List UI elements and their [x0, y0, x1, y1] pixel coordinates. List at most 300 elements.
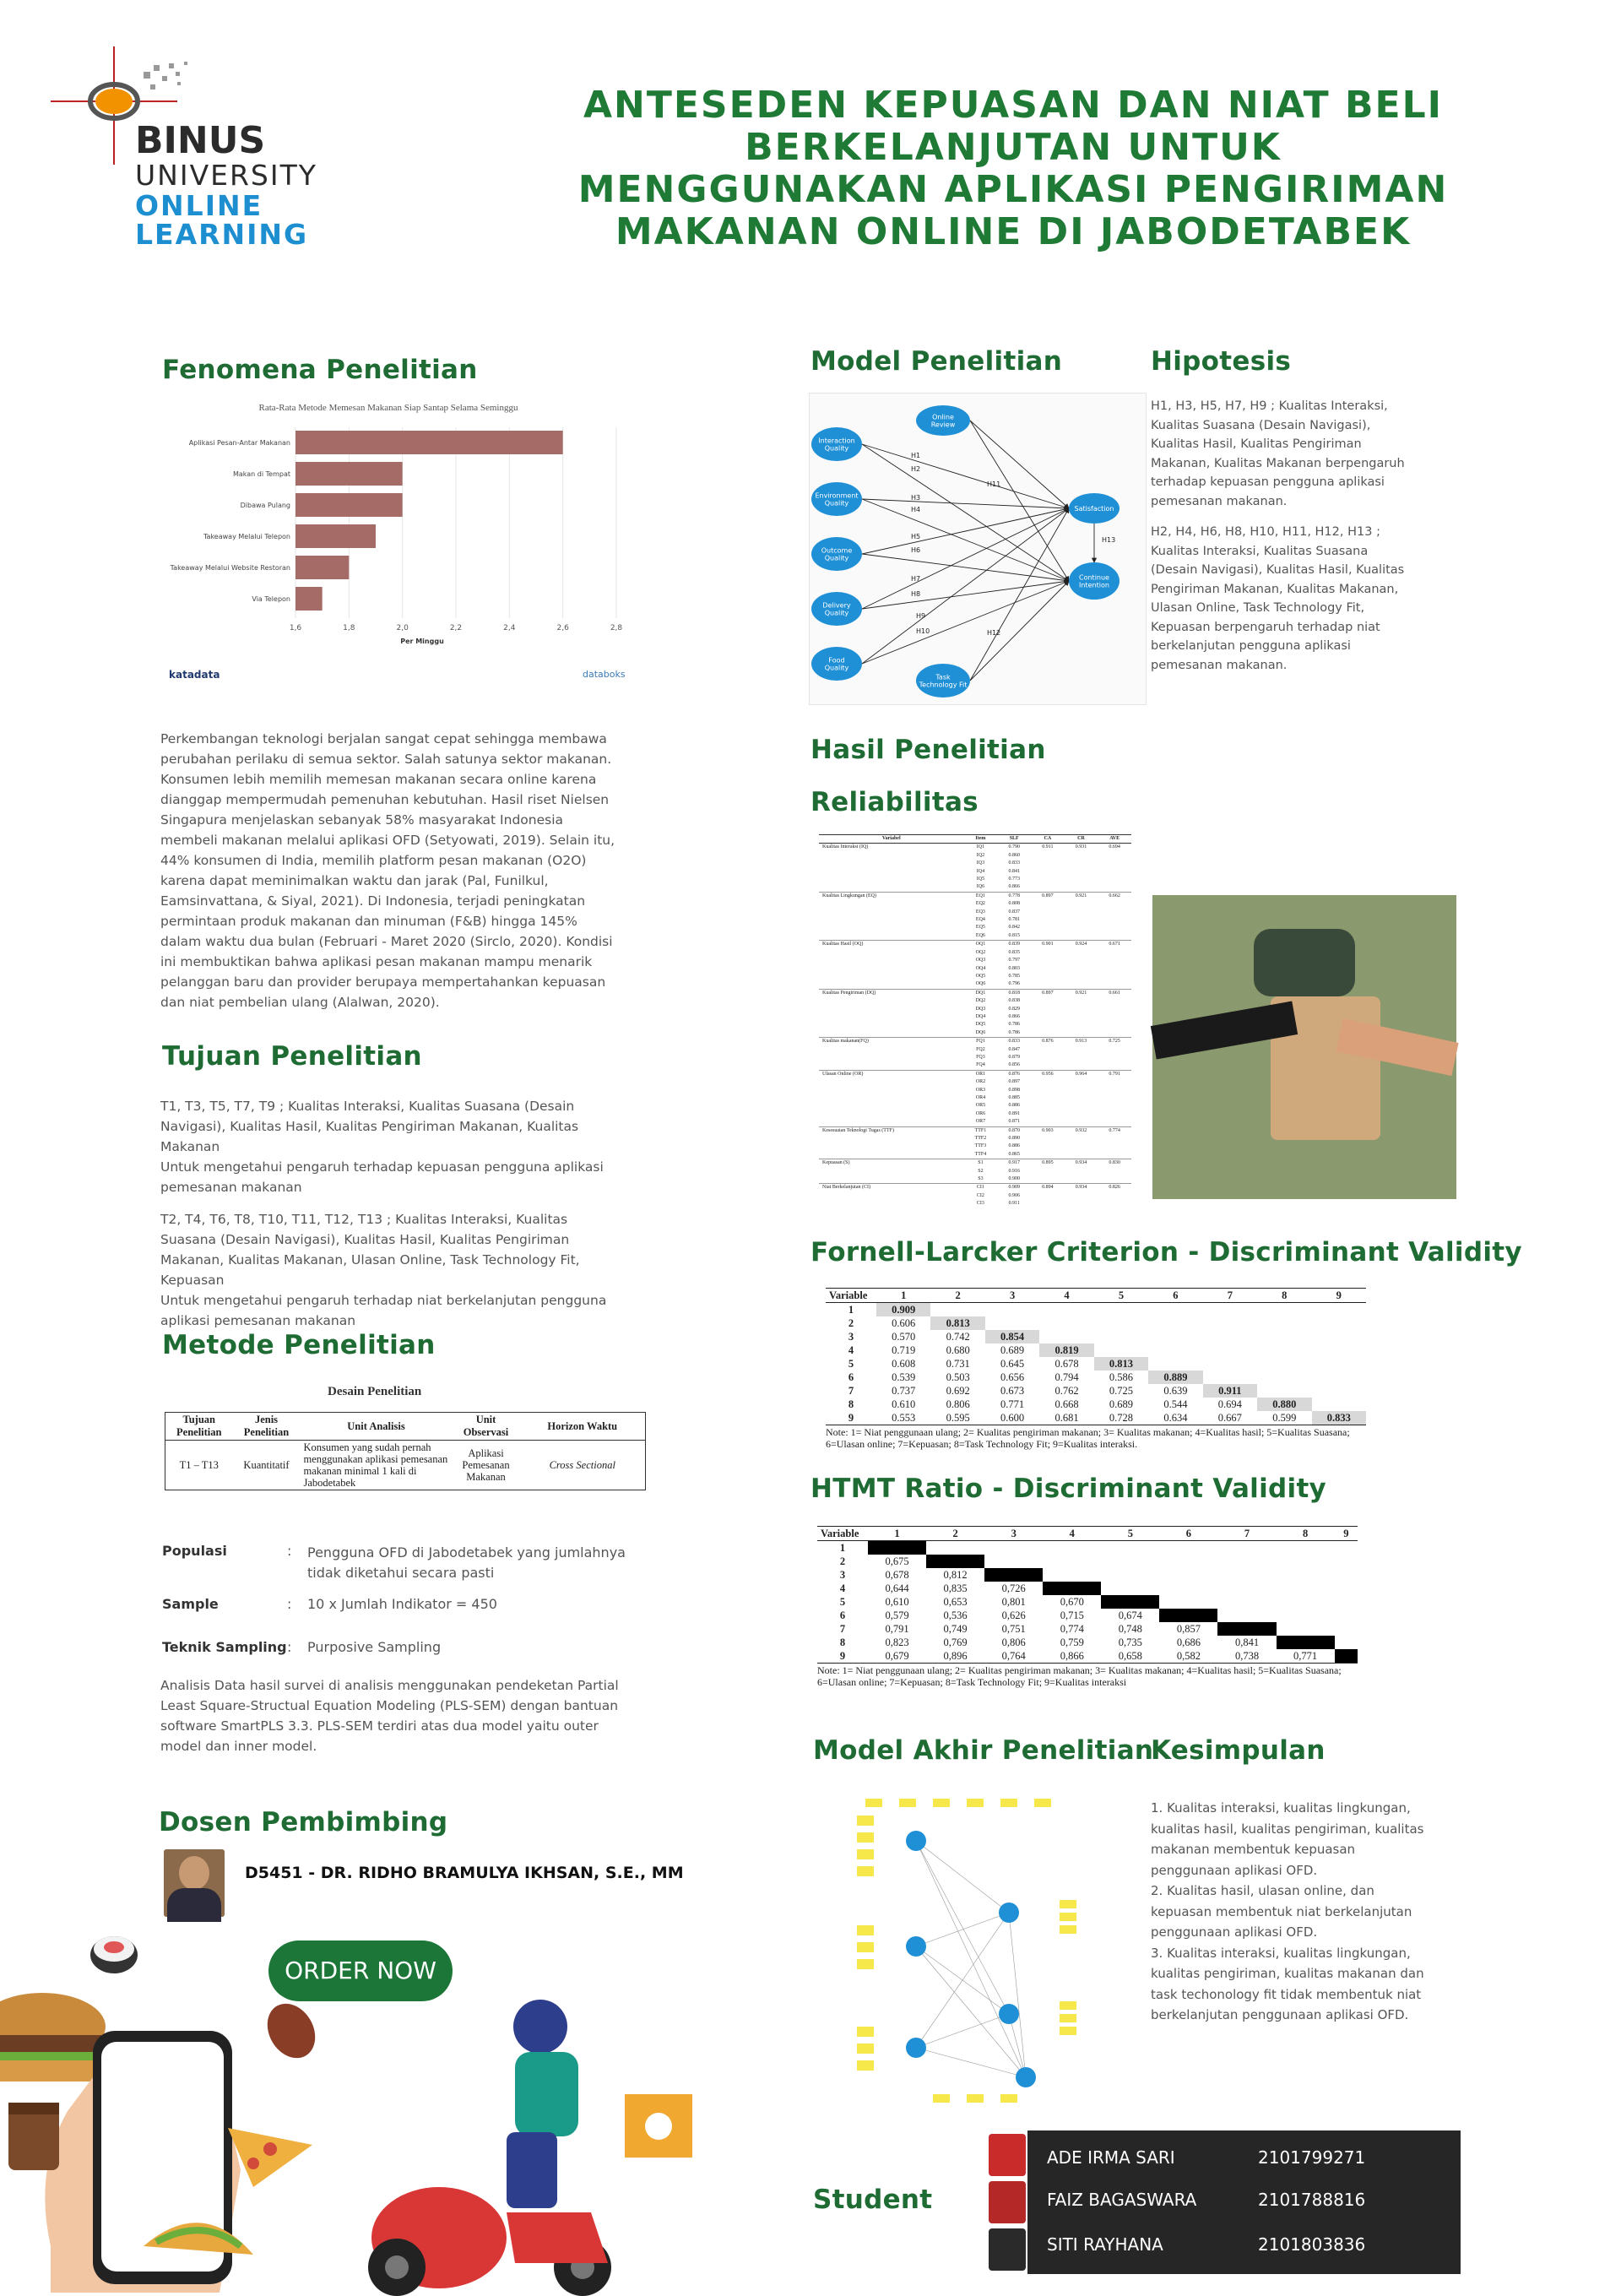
rel-header: CR	[1065, 835, 1098, 844]
rel-cell: EQ3	[975, 909, 985, 915]
matrix-header: 5	[1101, 1527, 1159, 1541]
rel-cell: 0.796	[1008, 981, 1020, 987]
matrix-cell: 0,857	[1176, 1623, 1201, 1635]
rel-cell	[819, 868, 963, 876]
matrix-cell	[1043, 1582, 1101, 1595]
rel-cell: Kualitas Hasil (OQ)	[819, 941, 963, 949]
rel-cell	[1031, 965, 1065, 973]
rel-cell	[1031, 883, 1065, 892]
rel-header: AVE	[1098, 835, 1131, 844]
matrix-cell: 0.544	[1163, 1398, 1188, 1410]
rel-cell: 0.694	[1098, 844, 1131, 852]
matrix-header: 2	[930, 1289, 984, 1303]
indicator-box	[933, 2094, 950, 2103]
rel-cell: 0.897	[1031, 892, 1065, 900]
rel-cell	[1098, 883, 1131, 892]
matrix-cell	[1159, 1541, 1217, 1555]
matrix-cell: 0,806	[1001, 1637, 1026, 1648]
category-label: Aplikasi Pesan-Antar Makanan	[188, 439, 290, 447]
x-tick-label: 2,0	[396, 624, 409, 632]
rel-cell: EQ4	[975, 917, 985, 923]
rel-cell	[1065, 876, 1098, 883]
desain-h-unit-analisis: Unit Analisis	[347, 1419, 405, 1432]
indicator-box	[967, 2094, 984, 2103]
matrix-cell: 0,749	[943, 1623, 968, 1635]
rel-cell: Ulasan Online (OR)	[819, 1070, 963, 1078]
binus-logo	[42, 38, 329, 258]
sample-sep: :	[287, 1596, 292, 1612]
rel-cell	[1031, 924, 1065, 931]
matrix-cell	[1217, 1555, 1276, 1568]
model-path	[916, 1841, 1009, 2014]
rel-cell: 0.661	[1098, 989, 1131, 997]
rel-cell	[1098, 900, 1131, 908]
matrix-cell	[1277, 1568, 1335, 1582]
rel-cell: 0.815	[1008, 932, 1020, 938]
matrix-cell: 0.854	[985, 1330, 1039, 1343]
rel-cell	[1065, 1102, 1098, 1110]
rel-cell	[1098, 1200, 1131, 1208]
path-arrow	[862, 499, 1069, 508]
matrix-cell	[1335, 1636, 1358, 1649]
category-label: Makan di Tempat	[232, 470, 290, 478]
htmt-note: Note: 1= Niat penggunaan ulang; 2= Kualitas pengiriman makanan; 3= Kualitas makanan; 4=Kualitas hasil; 5=Kualitas Suasana; 6=Ulasan online; 7=Kepuasan; 8=Task Technology Fit; 9=Kualitas interaksi	[817, 1664, 1342, 1688]
desain-h-jenis: Jenis Penelitian	[243, 1414, 290, 1438]
matrix-cell	[1312, 1330, 1367, 1343]
matrix-cell: 0.673	[1000, 1385, 1025, 1397]
rel-cell	[1031, 916, 1065, 924]
reliabilitas-heading: Reliabilitas	[810, 787, 979, 817]
indicator-box	[857, 1832, 874, 1843]
matrix-cell	[1257, 1303, 1311, 1317]
matrix-cell: 0,841	[1234, 1637, 1260, 1648]
matrix-cell	[1335, 1649, 1358, 1664]
rel-cell	[1098, 1175, 1131, 1184]
rel-cell: 0.897	[1008, 1079, 1020, 1085]
matrix-cell	[1148, 1316, 1202, 1330]
rel-cell: FQ1	[963, 1038, 997, 1046]
desain-c-unit-analisis: Konsumen yang sudah pernah menggunakan aplikasi pemesanan makanan minimal 1 kali di Jabodetabek	[303, 1441, 448, 1489]
matrix-cell	[1203, 1371, 1257, 1384]
rel-cell	[1098, 1054, 1131, 1061]
rel-cell	[1098, 949, 1131, 957]
fenomena-chart	[160, 397, 633, 692]
rel-cell	[1098, 980, 1131, 989]
matrix-cell: 0,835	[943, 1582, 968, 1594]
indicator-box	[933, 1799, 950, 1807]
path-arrow	[862, 581, 1069, 609]
rel-cell: DQ1	[963, 989, 997, 997]
rel-cell	[819, 1006, 963, 1013]
rel-cell: 0.833	[1008, 860, 1020, 866]
rel-cell: 0.847	[1008, 1046, 1020, 1052]
rel-cell: 0.797	[1008, 958, 1020, 963]
rel-cell: 0.897	[1031, 989, 1065, 997]
matrix-cell	[930, 1303, 984, 1317]
rel-cell	[819, 924, 963, 931]
matrix-cell: 0.668	[1054, 1398, 1079, 1410]
rel-cell	[1065, 909, 1098, 916]
latent-node	[906, 1936, 926, 1957]
student-photos	[984, 2130, 1027, 2274]
matrix-cell: 0,738	[1217, 1649, 1276, 1664]
rel-cell: DQ4	[975, 1013, 986, 1019]
matrix-cell: 3	[848, 1331, 854, 1343]
rel-cell	[1065, 1143, 1098, 1150]
rel-cell: Kualitas Interaksi (IQ)	[819, 844, 963, 852]
rel-cell: 0.774	[1098, 1126, 1131, 1135]
rel-cell: OQ2	[975, 949, 986, 955]
matrix-cell: 0.731	[946, 1358, 970, 1370]
matrix-cell: 0,764	[984, 1649, 1043, 1664]
rel-cell	[1065, 1168, 1098, 1175]
rel-cell: 0.964	[1065, 1070, 1098, 1078]
matrix-cell: 0.656	[1000, 1371, 1025, 1383]
latent-node	[999, 1902, 1019, 1923]
matrix-cell	[1039, 1330, 1093, 1343]
rel-cell	[1098, 1061, 1131, 1070]
matrix-cell	[1101, 1568, 1159, 1582]
matrix-cell: 0.681	[1039, 1411, 1093, 1425]
matrix-cell: 0.586	[1109, 1371, 1134, 1383]
rel-cell: 0.781	[1008, 917, 1020, 923]
rel-cell: 0.860	[1008, 852, 1020, 858]
rel-cell	[1031, 1102, 1065, 1110]
indicator-box	[967, 1799, 984, 1807]
rel-cell	[1065, 973, 1098, 980]
matrix-cell	[1257, 1330, 1311, 1343]
hypothesis-label: H9	[916, 612, 926, 620]
tujuan-p2a: T2, T4, T6, T8, T10, T11, T12, T13 ; Kualitas Interaksi, Kualitas Suasana (Desain Navigasi), Kualitas Hasil, Kualitas Pengiriman Makanan, Kualitas Makanan, Ulasan Online, Task Technology Fit, Kepuasan	[160, 1212, 580, 1288]
rel-cell	[819, 1013, 963, 1021]
indicator-box	[1060, 1925, 1076, 1934]
path-arrow	[862, 508, 1069, 664]
rel-cell	[819, 909, 963, 916]
rel-cell: 0.786	[1008, 1029, 1020, 1035]
matrix-cell: 0,748	[1118, 1623, 1142, 1635]
matrix-header: 7	[1217, 1527, 1276, 1541]
latent-node	[906, 2038, 926, 2058]
matrix-cell: 0,536	[943, 1609, 968, 1621]
rel-cell	[819, 980, 963, 989]
rel-cell	[1098, 1143, 1131, 1150]
matrix-cell	[1148, 1303, 1202, 1317]
rel-cell	[1098, 1110, 1131, 1118]
food-delivery-illustration	[0, 1892, 726, 2293]
rel-cell: 0.934	[1065, 1159, 1098, 1168]
matrix-cell	[1203, 1316, 1257, 1330]
rel-cell	[819, 965, 963, 973]
indicator-box	[1034, 1799, 1051, 1807]
rel-header: Variabel	[819, 835, 963, 844]
desain-h-tujuan: Tujuan Penelitian	[176, 1414, 222, 1438]
construct-label: Quality	[824, 664, 849, 672]
tujuan-p1a: T1, T3, T5, T7, T9 ; Kualitas Interaksi, Kualitas Suasana (Desain Navigasi), Kualitas Hasil, Kualitas Pengiriman Makanan, Kualitas Makanan	[160, 1099, 579, 1154]
matrix-cell: 0,579	[885, 1609, 909, 1621]
matrix-cell	[1277, 1582, 1335, 1595]
rel-cell: 0.835	[1008, 949, 1020, 955]
desain-h-unit-observasi: Unit Observasi	[463, 1414, 509, 1438]
rel-cell: OQ3	[975, 958, 986, 963]
matrix-header: 6	[1159, 1527, 1217, 1541]
rel-cell: DQ3	[975, 1006, 986, 1012]
rel-cell	[1065, 1054, 1098, 1061]
rel-cell	[819, 1046, 963, 1054]
rel-cell	[819, 860, 963, 867]
matrix-cell	[1257, 1357, 1311, 1371]
path-arrow	[862, 554, 1069, 581]
rel-cell: Niat Berkelanjutan (CI)	[819, 1184, 963, 1192]
matrix-cell: 0.813	[1094, 1357, 1148, 1371]
model-path	[1009, 1913, 1026, 2077]
matrix-cell	[1277, 1622, 1335, 1636]
matrix-cell: 0.570	[892, 1331, 916, 1343]
rel-cell: OR2	[975, 1079, 986, 1085]
x-tick-label: 2,6	[556, 624, 569, 632]
rel-cell: 0.894	[1031, 1184, 1065, 1192]
rel-cell: 0.886	[1008, 1103, 1020, 1109]
matrix-cell: 0.771	[1000, 1398, 1025, 1410]
rel-cell	[819, 997, 963, 1005]
matrix-cell: 0,823	[885, 1637, 909, 1648]
rel-cell: 0.891	[1008, 1110, 1020, 1116]
teknik-value: Purposive Sampling	[307, 1639, 442, 1655]
rel-cell	[1098, 1151, 1131, 1159]
matrix-cell	[1039, 1316, 1093, 1330]
fenomena-text: Perkembangan teknologi berjalan sangat cepat sehingga membawa perubahan perilaku di semua sektor. Salah satunya sektor makanan. Konsumen lebih memilih memesan makanan secara online karena dianggap mempermudah pemenuhan kebutuhan. Hasil riset Nielsen Singapura menjelaskan sebanyak 58% masyarakat Indonesia membeli makanan melalui aplikasi OFD (Setyowati, 2019). Selain itu, 44% konsumen di India, memilih platform pesan makanan (O2O) karena dapat meminimalkan waktu dan jarak (Pal, Funilkul, Eamsinvattana, & Siyal, 2021). Di Indonesia, terjadi peningkatan permintaan produk makanan dan minuman (F&B) hingga 145% dalam waktu dua bulan (Februari - Maret 2020 (Sirclo, 2020). Kondisi ini membuktikan bahwa aplikasi pesan makanan mampu menarik pelanggan baru dan provider berupaya mempertahankan kepuasan dan niat pembelian ulang (Alalwan, 2020).	[160, 731, 615, 1010]
rel-cell: EQ5	[975, 925, 985, 931]
rel-cell: 0.786	[1008, 1022, 1020, 1028]
matrix-cell: 8	[848, 1398, 854, 1410]
rel-cell: 0.917	[997, 1159, 1031, 1168]
matrix-cell: 0,812	[943, 1569, 968, 1581]
rel-cell: 0.856	[1008, 1062, 1020, 1068]
matrix-cell: 4	[848, 1344, 854, 1356]
rel-cell	[1031, 1021, 1065, 1029]
bar	[295, 556, 349, 579]
teknik-label: Teknik Sampling	[162, 1639, 287, 1655]
desain-c-horizon: Cross Sectional	[549, 1458, 615, 1471]
rel-cell: Kesesuaian Teknologi Tugas (TTF)	[819, 1126, 963, 1135]
rel-cell	[1031, 932, 1065, 941]
populasi-value: Pengguna OFD di Jabodetabek yang jumlahnya tidak diketahui secara pasti	[307, 1544, 626, 1581]
rel-cell: 0.921	[1065, 989, 1098, 997]
matrix-cell: 2	[839, 1555, 846, 1567]
title-line-2: BERKELANJUTAN UNTUK	[745, 126, 1282, 169]
rel-cell	[1065, 1061, 1098, 1070]
rel-cell	[1098, 1078, 1131, 1086]
fenomena-heading: Fenomena Penelitian	[162, 355, 478, 385]
rel-cell: 0.790	[997, 844, 1031, 852]
rel-cell	[1065, 1078, 1098, 1086]
bar	[295, 587, 323, 611]
rel-cell	[1098, 957, 1131, 964]
matrix-cell: 6	[839, 1609, 846, 1621]
rel-cell: IQ6	[976, 884, 985, 890]
htmt-table	[817, 1526, 1358, 1688]
rel-cell: 0.841	[1008, 868, 1020, 874]
research-model-diagram	[809, 393, 1147, 705]
rel-cell	[1098, 1168, 1131, 1175]
rel-cell: 0.829	[1008, 1006, 1020, 1012]
matrix-cell	[1217, 1568, 1276, 1582]
matrix-cell	[1101, 1555, 1159, 1568]
latent-node	[999, 2004, 1019, 2024]
desain-c-tujuan: T1 – T13	[179, 1458, 219, 1471]
rel-cell	[819, 973, 963, 980]
matrix-cell	[1159, 1609, 1217, 1622]
rel-cell	[1031, 1135, 1065, 1143]
rel-cell: 0.791	[1098, 1070, 1131, 1078]
matrix-cell	[1335, 1568, 1358, 1582]
matrix-cell: 0.610	[892, 1398, 916, 1410]
rel-cell	[819, 957, 963, 964]
hypothesis-label: H11	[987, 480, 1001, 488]
hypothesis-label: H7	[911, 575, 921, 583]
matrix-cell	[926, 1555, 984, 1568]
katadata-logo: katadata	[169, 669, 220, 681]
dosen-name: D5451 - DR. RIDHO BRAMULYA IKHSAN, S.E., MM	[245, 1864, 684, 1882]
hypothesis-label: H1	[911, 452, 921, 459]
rel-cell: S1	[963, 1159, 997, 1168]
student-3-nim: 2101803836	[1258, 2234, 1366, 2255]
matrix-cell: 0.728	[1094, 1411, 1148, 1425]
rel-cell	[1065, 1151, 1098, 1159]
matrix-cell	[868, 1541, 926, 1555]
matrix-cell: 0,674	[1118, 1609, 1142, 1621]
rel-cell	[1065, 852, 1098, 860]
logo-learning: LEARNING	[135, 218, 309, 251]
rel-cell	[1098, 1029, 1131, 1038]
matrix-header: 1	[868, 1527, 926, 1541]
rel-cell: FQ4	[976, 1062, 985, 1068]
rel-cell: TTF4	[974, 1151, 987, 1157]
rel-cell: 0.898	[1008, 1087, 1020, 1093]
rel-cell	[1098, 876, 1131, 883]
rel-cell: IQ3	[976, 860, 985, 866]
matrix-header: 7	[1203, 1289, 1257, 1303]
matrix-cell: 0.692	[946, 1385, 970, 1397]
desain-h-horizon: Horizon Waktu	[547, 1419, 618, 1432]
matrix-cell: 0.680	[946, 1344, 970, 1356]
matrix-cell	[1257, 1343, 1311, 1357]
matrix-cell	[1335, 1541, 1358, 1555]
matrix-cell: 0.737	[892, 1385, 916, 1397]
rel-cell	[1098, 973, 1131, 980]
bar	[295, 524, 376, 548]
matrix-cell	[1335, 1582, 1358, 1595]
rel-cell: 0.916	[1008, 1168, 1020, 1174]
rel-cell	[819, 1087, 963, 1094]
construct-label: Food	[828, 656, 845, 665]
student-2-nim: 2101788816	[1258, 2190, 1366, 2210]
matrix-cell: 0.539	[892, 1371, 916, 1383]
rel-cell	[819, 883, 963, 892]
hypothesis-label: H4	[911, 506, 921, 513]
rel-cell	[1031, 1143, 1065, 1150]
matrix-cell: 0,896	[926, 1649, 984, 1664]
model-path	[916, 2014, 1009, 2048]
matrix-cell	[1159, 1595, 1217, 1609]
matrix-cell: 0.634	[1148, 1411, 1202, 1425]
matrix-cell	[984, 1541, 1043, 1555]
kesimpulan-item-1: 1. Kualitas interaksi, kualitas lingkungan, kualitas hasil, kualitas pengiriman, kualitas makanan membentuk kepuasan penggunaan aplikasi OFD.	[1151, 1800, 1424, 1878]
bar	[295, 431, 563, 454]
x-tick-label: 2,4	[503, 624, 516, 632]
matrix-cell: 0.762	[1054, 1385, 1079, 1397]
matrix-cell: 0,582	[1159, 1649, 1217, 1664]
matrix-cell: 0.833	[1312, 1411, 1367, 1425]
tujuan-p1b: Untuk mengetahui pengaruh terhadap kepuasan pengguna aplikasi pemesanan makanan	[160, 1159, 604, 1195]
matrix-cell	[1217, 1609, 1276, 1622]
matrix-cell	[985, 1316, 1039, 1330]
rel-cell	[1031, 1200, 1065, 1208]
rel-cell	[1065, 1094, 1098, 1102]
matrix-header: 1	[876, 1289, 930, 1303]
path-arrow	[862, 499, 1069, 581]
construct-label: Quality	[824, 609, 849, 617]
rel-cell	[1098, 932, 1131, 941]
rel-cell	[1098, 868, 1131, 876]
kesimpulan-item-3: 3. Kualitas interaksi, kualitas lingkungan, kualitas pengiriman, kualitas makanan dan task techonology fit tidak membentuk niat berkelanjutan penggunaan aplikasi OFD.	[1151, 1945, 1424, 2022]
indicator-box	[1000, 2094, 1017, 2103]
rel-cell	[1098, 965, 1131, 973]
rel-cell	[819, 1078, 963, 1086]
rel-cell	[1065, 1029, 1098, 1038]
rel-cell: 0.890	[1008, 1136, 1020, 1142]
title-line-3: MENGGUNAKAN APLIKASI PENGIRIMAN	[577, 168, 1449, 211]
hypothesis-label: H12	[987, 629, 1001, 637]
delivery-photo	[1152, 895, 1456, 1199]
student-3-name: SITI RAYHANA	[1047, 2234, 1163, 2255]
matrix-cell: 0,769	[943, 1637, 968, 1648]
matrix-cell: 7	[839, 1623, 846, 1635]
matrix-cell	[1094, 1330, 1148, 1343]
rel-cell	[819, 1094, 963, 1102]
rel-cell	[819, 932, 963, 941]
matrix-header: 5	[1094, 1289, 1148, 1303]
matrix-header: 8	[1257, 1289, 1311, 1303]
rel-cell	[1065, 965, 1098, 973]
matrix-cell	[1203, 1303, 1257, 1317]
rel-cell: 0.903	[1031, 1126, 1065, 1135]
rel-cell: 0.906	[1008, 1192, 1020, 1198]
matrix-cell: 8	[839, 1637, 846, 1648]
indicator-box	[857, 1816, 874, 1826]
matrix-cell: 0.608	[892, 1358, 916, 1370]
matrix-cell: 4	[839, 1582, 846, 1594]
kesimpulan-heading: Kesimpulan	[1151, 1735, 1326, 1766]
matrix-cell: 0,771	[1277, 1649, 1335, 1664]
rel-cell	[1031, 1078, 1065, 1086]
rel-header: CA	[1031, 835, 1065, 844]
rel-cell	[819, 1061, 963, 1070]
model-akhir-heading: Model Akhir Penelitian	[813, 1735, 1154, 1766]
indicator-box	[857, 2060, 874, 2071]
order-now-button[interactable]: ORDER NOW	[268, 1940, 453, 2001]
desain-table	[165, 1412, 646, 1490]
rel-cell	[1098, 1087, 1131, 1094]
matrix-cell: 0.719	[892, 1344, 916, 1356]
construct-label: Quality	[824, 444, 849, 453]
logo-online: ONLINE	[135, 189, 263, 222]
rel-cell	[1065, 1046, 1098, 1054]
matrix-cell: 0,678	[885, 1569, 909, 1581]
matrix-header: 2	[926, 1527, 984, 1541]
rel-cell: OQ1	[963, 941, 997, 949]
matrix-cell: 0.819	[1039, 1343, 1093, 1357]
rel-cell: 0.803	[1008, 965, 1020, 971]
